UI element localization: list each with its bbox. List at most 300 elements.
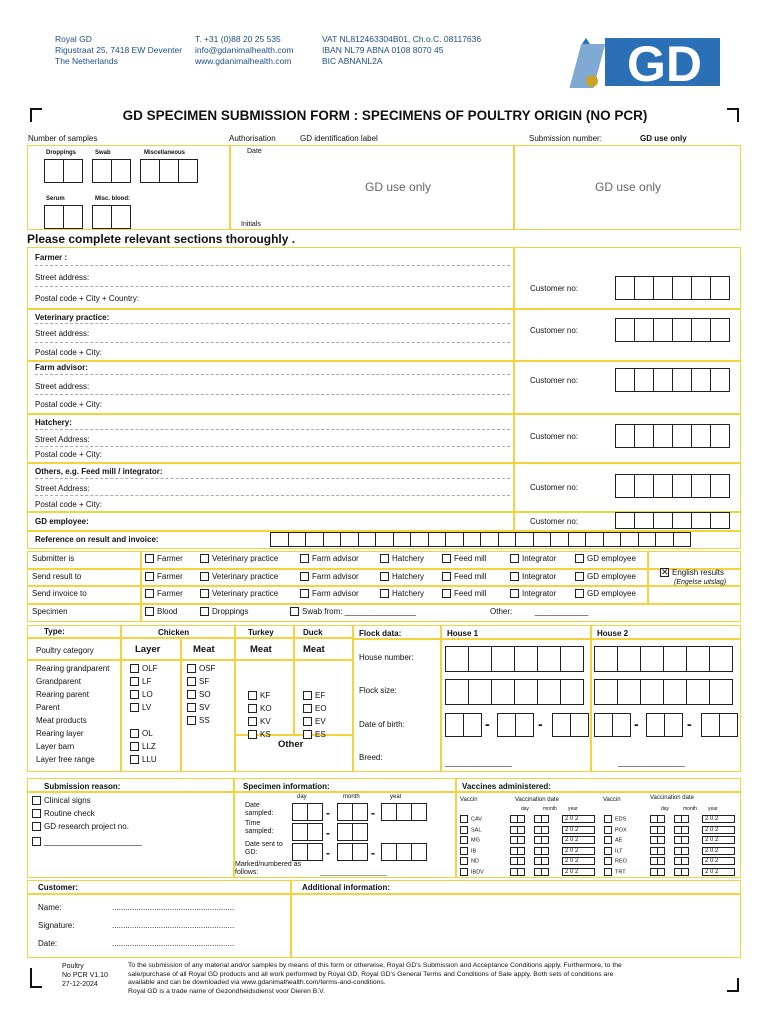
cell[interactable] — [655, 532, 674, 547]
routing-row-label: Send invoice to — [32, 589, 87, 598]
duck-code[interactable]: EF — [303, 691, 325, 700]
house1-label: House 1 — [447, 629, 479, 638]
specimen-droppings[interactable]: Droppings — [200, 607, 248, 616]
vaccine-month-label: month — [543, 806, 557, 812]
routing-option[interactable]: Feed mill — [442, 589, 486, 598]
misc-blood-count[interactable] — [92, 205, 130, 229]
company-address: Royal GD Rigustraat 25, 7418 EW Deventer The Netherlands — [55, 34, 183, 66]
cell[interactable] — [270, 532, 289, 547]
cell[interactable] — [411, 843, 427, 861]
dob-year[interactable] — [701, 713, 737, 737]
specimen-blood[interactable]: Blood — [145, 607, 177, 616]
cell[interactable] — [393, 532, 412, 547]
cell[interactable] — [337, 843, 353, 861]
layer-code[interactable]: LO — [130, 690, 153, 699]
others-customer-no[interactable] — [615, 474, 729, 498]
routing-option[interactable]: GD employee — [575, 554, 636, 563]
advisor-customer-no[interactable] — [615, 368, 729, 392]
cell[interactable] — [468, 646, 492, 672]
vaccine-day[interactable] — [510, 857, 524, 865]
cell[interactable] — [657, 847, 665, 855]
cell[interactable] — [498, 532, 517, 547]
vaccine-option[interactable]: AE — [604, 836, 622, 844]
farmer-customer-no[interactable] — [615, 276, 729, 300]
checkbox[interactable] — [300, 554, 309, 563]
checkbox[interactable] — [145, 589, 154, 598]
cell[interactable] — [445, 679, 469, 705]
vaccination-date-label-1: Vaccination date — [515, 797, 559, 803]
vaccine-month[interactable] — [534, 826, 548, 834]
cell[interactable] — [663, 646, 687, 672]
cell[interactable] — [701, 713, 720, 737]
checkbox[interactable] — [300, 589, 309, 598]
vaccin-label-1: Vaccin — [460, 797, 478, 803]
cell[interactable] — [681, 826, 689, 834]
vaccine-option[interactable]: ND — [460, 857, 479, 865]
vaccine-option[interactable]: SAL — [460, 826, 481, 834]
serum-count[interactable] — [44, 205, 82, 229]
submission-reason-title: Submission reason: — [44, 782, 121, 791]
routing-option[interactable]: Farm advisor — [300, 589, 359, 598]
cell[interactable] — [594, 646, 618, 672]
duck-code[interactable]: ES — [303, 730, 326, 739]
routing-option[interactable]: Integrator — [510, 572, 556, 581]
cell[interactable] — [480, 532, 499, 547]
cell[interactable] — [537, 646, 561, 672]
cell[interactable] — [307, 823, 323, 841]
cell[interactable] — [541, 826, 549, 834]
routing-option[interactable]: Farmer — [145, 554, 183, 563]
gd-employee-customer-label: Customer no: — [530, 517, 579, 526]
gd-employee-customer-no[interactable] — [615, 512, 730, 529]
english-results[interactable]: ✕ English results — [661, 567, 725, 578]
cell[interactable] — [560, 679, 584, 705]
reference-input[interactable] — [270, 532, 690, 547]
cell[interactable] — [709, 679, 733, 705]
vaccine-option[interactable]: IBDV — [460, 868, 484, 876]
dob-month[interactable] — [497, 713, 533, 737]
cell[interactable] — [411, 803, 427, 821]
vaccine-day[interactable] — [510, 826, 524, 834]
cell[interactable] — [552, 713, 571, 737]
routing-option[interactable]: Farm advisor — [300, 572, 359, 581]
cell[interactable] — [517, 815, 525, 823]
cell[interactable] — [657, 868, 665, 876]
checkbox[interactable] — [575, 554, 584, 563]
cell[interactable] — [719, 713, 738, 737]
cell[interactable] — [640, 679, 664, 705]
gd-label-label: GD identification label — [300, 134, 378, 143]
layer-code[interactable]: OL — [130, 729, 153, 738]
vaccine-option[interactable]: MG — [460, 836, 480, 844]
vaccine-option[interactable]: IB — [460, 847, 476, 855]
vaccine-year[interactable]: 2 0 2 — [702, 857, 735, 865]
flock-size-input[interactable] — [594, 679, 732, 705]
layer-code[interactable]: LV — [130, 703, 151, 712]
cell[interactable] — [517, 836, 525, 844]
vaccine-year[interactable]: 2 0 2 — [562, 847, 595, 855]
spec-year[interactable] — [381, 843, 426, 861]
vaccine-month[interactable] — [674, 815, 688, 823]
vet-customer-label: Customer no: — [530, 326, 579, 335]
checkbox[interactable] — [510, 589, 519, 598]
cell[interactable] — [307, 803, 323, 821]
cell[interactable] — [323, 532, 342, 547]
routing-option[interactable]: Feed mill — [442, 572, 486, 581]
routing-option[interactable]: Feed mill — [442, 554, 486, 563]
cell[interactable] — [352, 843, 368, 861]
reason-research[interactable]: GD research project no. — [32, 822, 129, 831]
house-number-input[interactable] — [594, 646, 732, 672]
customer-date-line[interactable]: ....................................................... — [112, 939, 235, 948]
category-label: Layer barn — [36, 742, 75, 751]
cell[interactable] — [428, 532, 447, 547]
category-label: Meat products — [36, 716, 87, 725]
routing-option[interactable]: Veterinary practice — [200, 572, 278, 581]
vaccine-month[interactable] — [534, 868, 548, 876]
cell[interactable] — [657, 826, 665, 834]
turkey-code[interactable]: KV — [248, 717, 271, 726]
cell[interactable] — [681, 836, 689, 844]
routing-option[interactable]: Farm advisor — [300, 554, 359, 563]
category-label: Rearing parent — [36, 690, 89, 699]
cell[interactable] — [337, 823, 353, 841]
routing-option[interactable]: Farmer — [145, 572, 183, 581]
vaccine-option[interactable]: TRT — [604, 868, 626, 876]
cell[interactable] — [292, 823, 308, 841]
routing-option[interactable]: Hatchery — [380, 554, 424, 563]
vaccine-day[interactable] — [510, 847, 524, 855]
cell[interactable] — [352, 803, 368, 821]
cell[interactable] — [375, 532, 394, 547]
cell[interactable] — [673, 532, 692, 547]
vaccine-month[interactable] — [674, 857, 688, 865]
cell[interactable] — [445, 713, 464, 737]
layer-code[interactable]: OLF — [130, 664, 158, 673]
cell[interactable] — [541, 868, 549, 876]
cell[interactable] — [620, 532, 639, 547]
duck-code[interactable]: EO — [303, 704, 327, 713]
dob-year[interactable] — [552, 713, 588, 737]
misc-count[interactable] — [140, 159, 197, 183]
cell[interactable] — [594, 679, 618, 705]
droppings-label: Droppings — [46, 150, 76, 156]
cell[interactable] — [681, 857, 689, 865]
company-legal: VAT NL812463304B01, Ch.o.C. 08117636 IBAN NL79 ABNA 0108 8070 45 BIC ABNANL2A — [322, 34, 482, 66]
routing-option[interactable]: Veterinary practice — [200, 589, 278, 598]
vaccine-option[interactable]: CAV — [460, 815, 482, 823]
cell[interactable] — [292, 843, 308, 861]
cell[interactable] — [497, 713, 516, 737]
vaccine-year[interactable]: 2 0 2 — [562, 826, 595, 834]
spec-year[interactable] — [381, 803, 426, 821]
cell[interactable] — [537, 679, 561, 705]
vaccine-day[interactable] — [650, 868, 664, 876]
category-label: Layer free range — [36, 755, 95, 764]
cell[interactable] — [381, 803, 397, 821]
cell[interactable] — [305, 532, 324, 547]
swab-count[interactable] — [92, 159, 130, 183]
turkey-code[interactable]: KO — [248, 704, 272, 713]
checkbox[interactable] — [575, 589, 584, 598]
vaccine-month[interactable] — [534, 847, 548, 855]
bottom-info-box — [27, 778, 741, 878]
cell[interactable] — [664, 713, 683, 737]
routing-option[interactable]: GD employee — [575, 589, 636, 598]
cell[interactable] — [541, 836, 549, 844]
cell[interactable] — [292, 803, 308, 821]
cell[interactable] — [517, 868, 525, 876]
checkbox[interactable] — [380, 572, 389, 581]
routing-option[interactable]: Hatchery — [380, 572, 424, 581]
vaccin-label-2: Vaccin — [603, 797, 621, 803]
vaccine-year[interactable]: 2 0 2 — [702, 815, 735, 823]
cell[interactable] — [603, 532, 622, 547]
cell[interactable] — [381, 843, 397, 861]
vaccine-option[interactable]: ILT — [604, 847, 623, 855]
checkbox[interactable] — [510, 572, 519, 581]
vaccine-option[interactable]: EDS — [604, 815, 626, 823]
vaccine-day[interactable] — [510, 815, 524, 823]
cell[interactable] — [463, 532, 482, 547]
spec-month[interactable] — [337, 803, 367, 821]
cell[interactable] — [541, 847, 549, 855]
checkbox[interactable] — [200, 572, 209, 581]
cell[interactable] — [533, 532, 552, 547]
meat-label: Meat — [193, 644, 215, 655]
cell[interactable] — [517, 857, 525, 865]
cell[interactable] — [681, 868, 689, 876]
cell[interactable] — [288, 532, 307, 547]
checkbox[interactable] — [575, 572, 584, 581]
layer-code[interactable]: LLZ — [130, 742, 156, 751]
cell[interactable] — [686, 679, 710, 705]
customer-signature-line[interactable]: ....................................................... — [112, 921, 235, 930]
vaccine-month[interactable] — [674, 868, 688, 876]
vaccine-option[interactable]: REO — [604, 857, 627, 865]
cell[interactable] — [686, 646, 710, 672]
cell[interactable] — [358, 532, 377, 547]
checkbox[interactable] — [442, 572, 451, 581]
hatchery-customer-label: Customer no: — [530, 432, 579, 441]
cell[interactable] — [612, 713, 631, 737]
vaccine-day[interactable] — [510, 836, 524, 844]
vaccine-year[interactable]: 2 0 2 — [702, 868, 735, 876]
duck-meat-label: Meat — [303, 644, 325, 655]
vaccine-day[interactable] — [510, 868, 524, 876]
cell[interactable] — [657, 836, 665, 844]
spec-day[interactable] — [292, 843, 322, 861]
vaccine-month[interactable] — [534, 836, 548, 844]
reason-other[interactable]: ______________________ — [32, 837, 142, 846]
turkey-code[interactable]: KS — [248, 730, 271, 739]
hatchery-customer-no[interactable] — [615, 424, 729, 448]
checkbox[interactable] — [510, 554, 519, 563]
cell[interactable] — [657, 857, 665, 865]
cell[interactable] — [640, 646, 664, 672]
english-sub: (Engelse uitslag) — [674, 579, 727, 586]
vaccine-month[interactable] — [674, 826, 688, 834]
cell[interactable] — [541, 815, 549, 823]
vaccine-year[interactable]: 2 0 2 — [702, 847, 735, 855]
specimen-other-line: ____________ — [535, 607, 589, 616]
routing-option[interactable]: Integrator — [510, 589, 556, 598]
poultry-category-label: Poultry category — [36, 646, 94, 655]
cell[interactable] — [491, 646, 515, 672]
cell[interactable] — [541, 857, 549, 865]
vaccine-day[interactable] — [650, 826, 664, 834]
category-label: Grandparent — [36, 677, 81, 686]
vet-customer-no[interactable] — [615, 318, 729, 342]
customer-date-label: Date: — [38, 939, 58, 948]
cell[interactable] — [515, 532, 534, 547]
vet-street: Street address: — [35, 329, 90, 338]
routing-option[interactable]: GD employee — [575, 572, 636, 581]
vaccine-month[interactable] — [674, 847, 688, 855]
date-sampled-label: Date sampled: — [245, 802, 274, 817]
routing-option[interactable]: Integrator — [510, 554, 556, 563]
cell[interactable] — [340, 532, 359, 547]
reason-routine[interactable]: Routine check — [32, 809, 95, 818]
spec-month[interactable] — [337, 823, 367, 841]
meat-code[interactable]: SF — [187, 677, 209, 686]
cell[interactable] — [307, 843, 323, 861]
cell[interactable] — [410, 532, 429, 547]
cell[interactable] — [337, 803, 353, 821]
spec-day[interactable] — [292, 823, 322, 841]
spec-day[interactable] — [292, 803, 322, 821]
meat-code[interactable]: SV — [187, 703, 210, 712]
vaccines-title: Vaccines administered: — [462, 782, 551, 791]
cell[interactable] — [468, 679, 492, 705]
checkbox[interactable] — [145, 572, 154, 581]
checkbox[interactable] — [442, 554, 451, 563]
misc-label: Miscellaneous — [144, 150, 186, 156]
advisor-title: Farm advisor: — [35, 363, 88, 372]
layer-code[interactable]: LLU — [130, 755, 157, 764]
vaccine-month[interactable] — [534, 857, 548, 865]
dob-month[interactable] — [646, 713, 682, 737]
droppings-count[interactable] — [44, 159, 82, 183]
routing-option[interactable]: Hatchery — [380, 589, 424, 598]
vaccine-day[interactable] — [650, 836, 664, 844]
cell[interactable] — [396, 843, 412, 861]
vaccine-month[interactable] — [534, 815, 548, 823]
cell[interactable] — [514, 679, 538, 705]
vaccine-year[interactable]: 2 0 2 — [562, 836, 595, 844]
layer-label: Layer — [135, 644, 161, 655]
specimen-swab[interactable]: Swab from: ________________ — [290, 607, 416, 616]
cell[interactable] — [617, 646, 641, 672]
dob-day[interactable] — [594, 713, 630, 737]
cell[interactable] — [514, 646, 538, 672]
cell[interactable] — [515, 713, 534, 737]
vaccine-year[interactable]: 2 0 2 — [562, 868, 595, 876]
cell[interactable] — [568, 532, 587, 547]
meat-code[interactable]: SS — [187, 716, 210, 725]
cell[interactable] — [681, 847, 689, 855]
flock-size-label: Flock size: — [359, 686, 397, 695]
cell[interactable] — [517, 847, 525, 855]
vaccine-year[interactable]: 2 0 2 — [562, 815, 595, 823]
cell[interactable] — [657, 815, 665, 823]
vaccine-option[interactable]: POX — [604, 826, 627, 834]
checkbox[interactable] — [200, 589, 209, 598]
vaccine-month[interactable] — [674, 836, 688, 844]
cell[interactable] — [463, 713, 482, 737]
chicken-label: Chicken — [158, 628, 190, 637]
checkbox[interactable] — [380, 589, 389, 598]
cell[interactable] — [445, 532, 464, 547]
routing-option[interactable]: Farmer — [145, 589, 183, 598]
footer-code: Poultry No PCR V1.10 27-12-2024 — [62, 963, 108, 988]
reason-clinical[interactable]: Clinical signs — [32, 796, 91, 805]
corner-bracket — [30, 968, 42, 988]
customer-title: Customer: — [38, 883, 79, 892]
cell[interactable] — [594, 713, 613, 737]
category-label: Parent — [36, 703, 60, 712]
vaccine-year[interactable]: 2 0 2 — [562, 857, 595, 865]
layer-code[interactable]: LF — [130, 677, 151, 686]
dob-day[interactable] — [445, 713, 481, 737]
cell[interactable] — [638, 532, 657, 547]
cell[interactable] — [352, 823, 368, 841]
marked-label: Marked/numbered as follows: — [235, 861, 302, 876]
cell[interactable] — [646, 713, 665, 737]
cell[interactable] — [617, 679, 641, 705]
house-number-input[interactable] — [445, 646, 583, 672]
checkbox[interactable] — [200, 554, 209, 563]
checkbox[interactable] — [145, 554, 154, 563]
cell[interactable] — [491, 679, 515, 705]
flock-size-input[interactable] — [445, 679, 583, 705]
farmer-title: Farmer : — [35, 253, 68, 262]
cell[interactable] — [681, 815, 689, 823]
vaccine-year[interactable]: 2 0 2 — [702, 826, 735, 834]
cell[interactable] — [445, 646, 469, 672]
vaccine-year-label: year — [708, 806, 718, 812]
others-title: Others, e.g. Feed mill / integrator: — [35, 467, 163, 476]
customer-signature-label: Signature: — [38, 921, 75, 930]
cell[interactable] — [663, 679, 687, 705]
other-label: Other — [278, 739, 304, 750]
cell[interactable] — [517, 826, 525, 834]
cell[interactable] — [396, 803, 412, 821]
cell[interactable] — [560, 646, 584, 672]
duck-code[interactable]: EV — [303, 717, 326, 726]
cell[interactable] — [585, 532, 604, 547]
cell[interactable] — [550, 532, 569, 547]
checkbox[interactable] — [300, 572, 309, 581]
vaccine-day[interactable] — [650, 815, 664, 823]
routing-option[interactable]: Veterinary practice — [200, 554, 278, 563]
customer-name-line[interactable]: ....................................................... — [112, 903, 235, 912]
vaccine-day[interactable] — [650, 847, 664, 855]
advisor-postal: Postal code + City: — [35, 400, 102, 409]
vaccine-day[interactable] — [650, 857, 664, 865]
checkbox[interactable] — [380, 554, 389, 563]
meat-code[interactable]: OSF — [187, 664, 215, 673]
checkbox[interactable] — [442, 589, 451, 598]
spec-month[interactable] — [337, 843, 367, 861]
turkey-code[interactable]: KF — [248, 691, 270, 700]
vaccination-date-label-2: Vaccination date — [650, 795, 694, 801]
cell[interactable] — [570, 713, 589, 737]
farmer-customer-label: Customer no: — [530, 284, 579, 293]
meat-code[interactable]: SO — [187, 690, 211, 699]
vaccine-year[interactable]: 2 0 2 — [702, 836, 735, 844]
cell[interactable] — [709, 646, 733, 672]
